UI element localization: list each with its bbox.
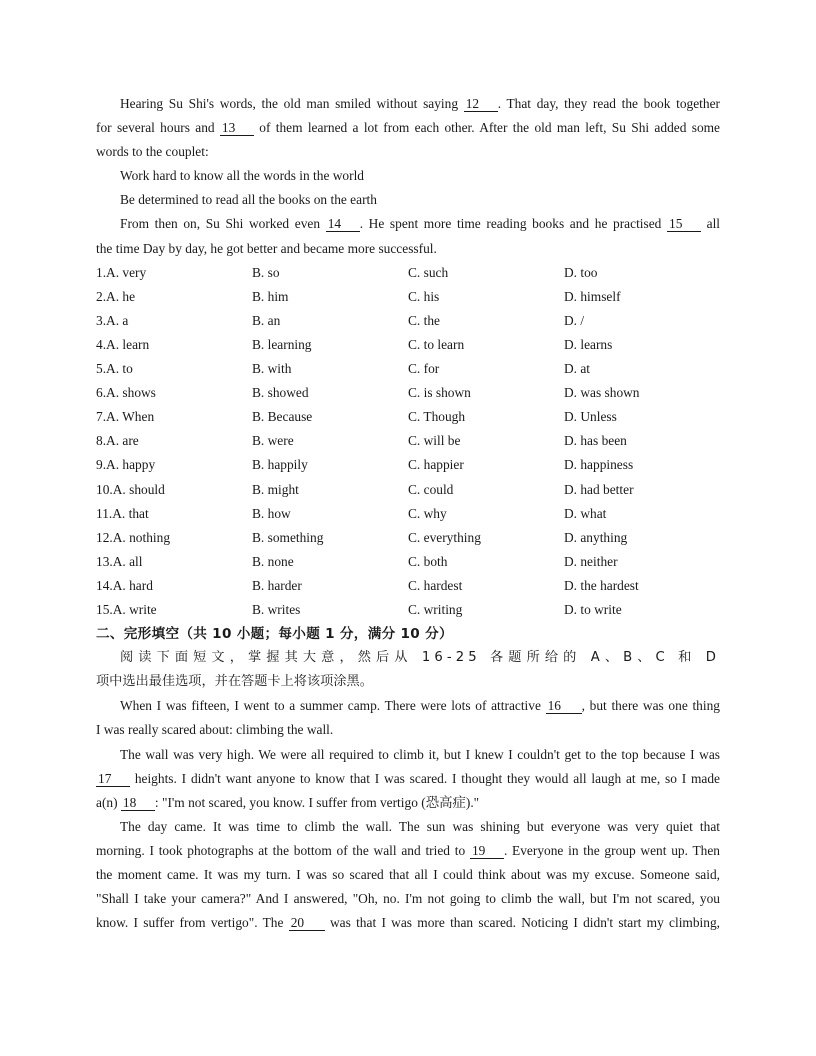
story-line: the moment came. It was my turn. I was so scared that all I could think about was my excuse. Someone said,	[96, 867, 720, 882]
blank-18: 18	[121, 795, 155, 811]
story-line: 17 heights. I didn't want anyone to know that I was scared. I thought they would all laugh at me, so I made	[98, 770, 720, 786]
blank-13: 13	[220, 120, 254, 136]
passage-line: the time Day by day, he got better and became more successful.	[96, 240, 437, 256]
option-a: 5.A. to	[96, 361, 133, 377]
option-d: D. at	[564, 361, 591, 377]
option-d: D. too	[564, 264, 598, 280]
option-c: C. happier	[408, 457, 464, 473]
option-a: 4.A. learn	[96, 336, 150, 352]
option-c: C. both	[408, 553, 448, 569]
passage-line: Hearing Su Shi's words, the old man smiled without saying 12 . That day, they read the book together	[120, 96, 720, 111]
option-c: C. why	[408, 505, 447, 521]
option-b: B. so	[252, 264, 280, 280]
option-d: D. neither	[564, 553, 618, 569]
story-line: When I was fifteen, I went to a summer camp. There were lots of attractive 16 , but there was one thing	[120, 698, 720, 714]
passage-line: words to the couplet:	[96, 144, 209, 160]
blank-15: 15	[667, 216, 701, 232]
option-c: C. to learn	[408, 336, 465, 352]
blank-14: 14	[326, 216, 360, 232]
option-b: B. showed	[252, 385, 309, 401]
option-b: B. learning	[252, 336, 312, 352]
option-b: B. happily	[252, 457, 308, 473]
option-a: 10.A. should	[96, 481, 165, 497]
option-a: 1.A. very	[96, 264, 147, 280]
option-row	[96, 550, 720, 574]
blank-20: 20	[289, 915, 325, 931]
story-line: morning. I took photographs at the bottom of the wall and tried to 19 . Everyone in the group went up. Then	[96, 842, 720, 858]
couplet-line-1: Work hard to know all the words in the world	[120, 168, 364, 184]
option-b: B. were	[252, 433, 294, 449]
instruction-line: 项中选出最佳选项，并在答题卡上将该项涂黑。	[96, 674, 373, 690]
option-row	[96, 574, 720, 598]
option-a: 14.A. hard	[96, 577, 153, 593]
option-row	[96, 453, 720, 477]
option-c: C. Though	[408, 409, 466, 425]
option-b: B. with	[252, 361, 292, 377]
option-b: B. harder	[252, 577, 302, 593]
option-d: D. was shown	[564, 385, 640, 401]
option-c: C. will be	[408, 433, 461, 449]
story-line: I was really scared about: climbing the wall.	[96, 722, 334, 738]
document-page	[96, 92, 720, 935]
option-c: C. for	[408, 361, 440, 377]
option-row	[96, 309, 720, 333]
option-d: D. happiness	[564, 457, 634, 473]
passage-line: for several hours and 13 of them learned a lot from each other. After the old man left, Su Shi added some	[96, 120, 720, 136]
option-d: D. the hardest	[564, 577, 639, 593]
option-d: D. what	[564, 505, 607, 521]
option-d: D. himself	[564, 288, 621, 304]
options-table	[96, 261, 720, 622]
option-d: D. Unless	[564, 409, 617, 425]
option-c: C. such	[408, 264, 449, 280]
option-a: 12.A. nothing	[96, 529, 171, 545]
option-a: 15.A. write	[96, 601, 157, 617]
option-a: 7.A. When	[96, 409, 155, 425]
option-c: C. the	[408, 312, 440, 328]
option-row	[96, 285, 720, 309]
couplet-line-2: Be determined to read all the books on the earth	[120, 192, 377, 208]
option-row	[96, 381, 720, 405]
option-c: C. hardest	[408, 577, 463, 593]
option-row	[96, 261, 720, 285]
option-b: B. writes	[252, 601, 301, 617]
option-b: B. something	[252, 529, 324, 545]
option-b: B. an	[252, 312, 281, 328]
story-line: The wall was very high. We were all required to climb it, but I knew I couldn't get to the top because I was	[120, 746, 720, 762]
option-a: 11.A. that	[96, 505, 149, 521]
option-c: C. is shown	[408, 385, 471, 401]
option-row	[96, 405, 720, 429]
passage-line: From then on, Su Shi worked even 14 . He spent more time reading books and he practised 15 all	[120, 216, 721, 232]
story-line: "Shall I take your camera?" And I answered, "Oh, no. I'm not going to climb the wall, but I'm not scared, you	[96, 891, 720, 907]
option-d: D. anything	[564, 529, 628, 545]
story-line: a(n) 18 : "I'm not scared, you know. I suffer from vertigo (恐高症)."	[96, 794, 480, 810]
option-row	[96, 526, 720, 550]
option-c: C. writing	[408, 601, 463, 617]
blank-17: 17	[96, 771, 130, 787]
blank-16: 16	[546, 698, 582, 714]
option-a: 9.A. happy	[96, 457, 156, 473]
story-line: The day came. It was time to climb the wall. The sun was shining but everyone was very quiet that	[120, 818, 720, 834]
option-a: 6.A. shows	[96, 385, 156, 401]
option-a: 3.A. a	[96, 312, 129, 328]
option-d: D. learns	[564, 336, 613, 352]
option-a: 2.A. he	[96, 288, 136, 304]
option-row	[96, 357, 720, 381]
section-heading: 二、完形填空（共 10 小题；每小题 1 分，满分 10 分）	[96, 626, 453, 643]
option-b: B. none	[252, 553, 294, 569]
option-d: D. to write	[564, 601, 622, 617]
option-c: C. everything	[408, 529, 481, 545]
option-c: C. could	[408, 481, 454, 497]
option-row	[96, 502, 720, 526]
option-d: D. had better	[564, 481, 634, 497]
option-row	[96, 429, 720, 453]
option-row	[96, 478, 720, 502]
option-row	[96, 598, 720, 622]
instruction-line: 阅读下面短文，掌握其大意，然后从 16-25 各题所给的 A、B、C 和 D	[120, 650, 720, 666]
option-row	[96, 333, 720, 357]
option-b: B. him	[252, 288, 289, 304]
story-line: know. I suffer from vertigo". The 20 was that I was more than scared. Noticing I didn't start my climbing,	[96, 915, 720, 931]
option-b: B. how	[252, 505, 291, 521]
blank-12: 12	[464, 96, 498, 112]
blank-19: 19	[470, 843, 504, 859]
option-b: B. Because	[252, 409, 313, 425]
option-d: D. /	[564, 312, 585, 328]
option-b: B. might	[252, 481, 299, 497]
option-c: C. his	[408, 288, 440, 304]
option-a: 13.A. all	[96, 553, 143, 569]
option-a: 8.A. are	[96, 433, 139, 449]
option-d: D. has been	[564, 433, 627, 449]
